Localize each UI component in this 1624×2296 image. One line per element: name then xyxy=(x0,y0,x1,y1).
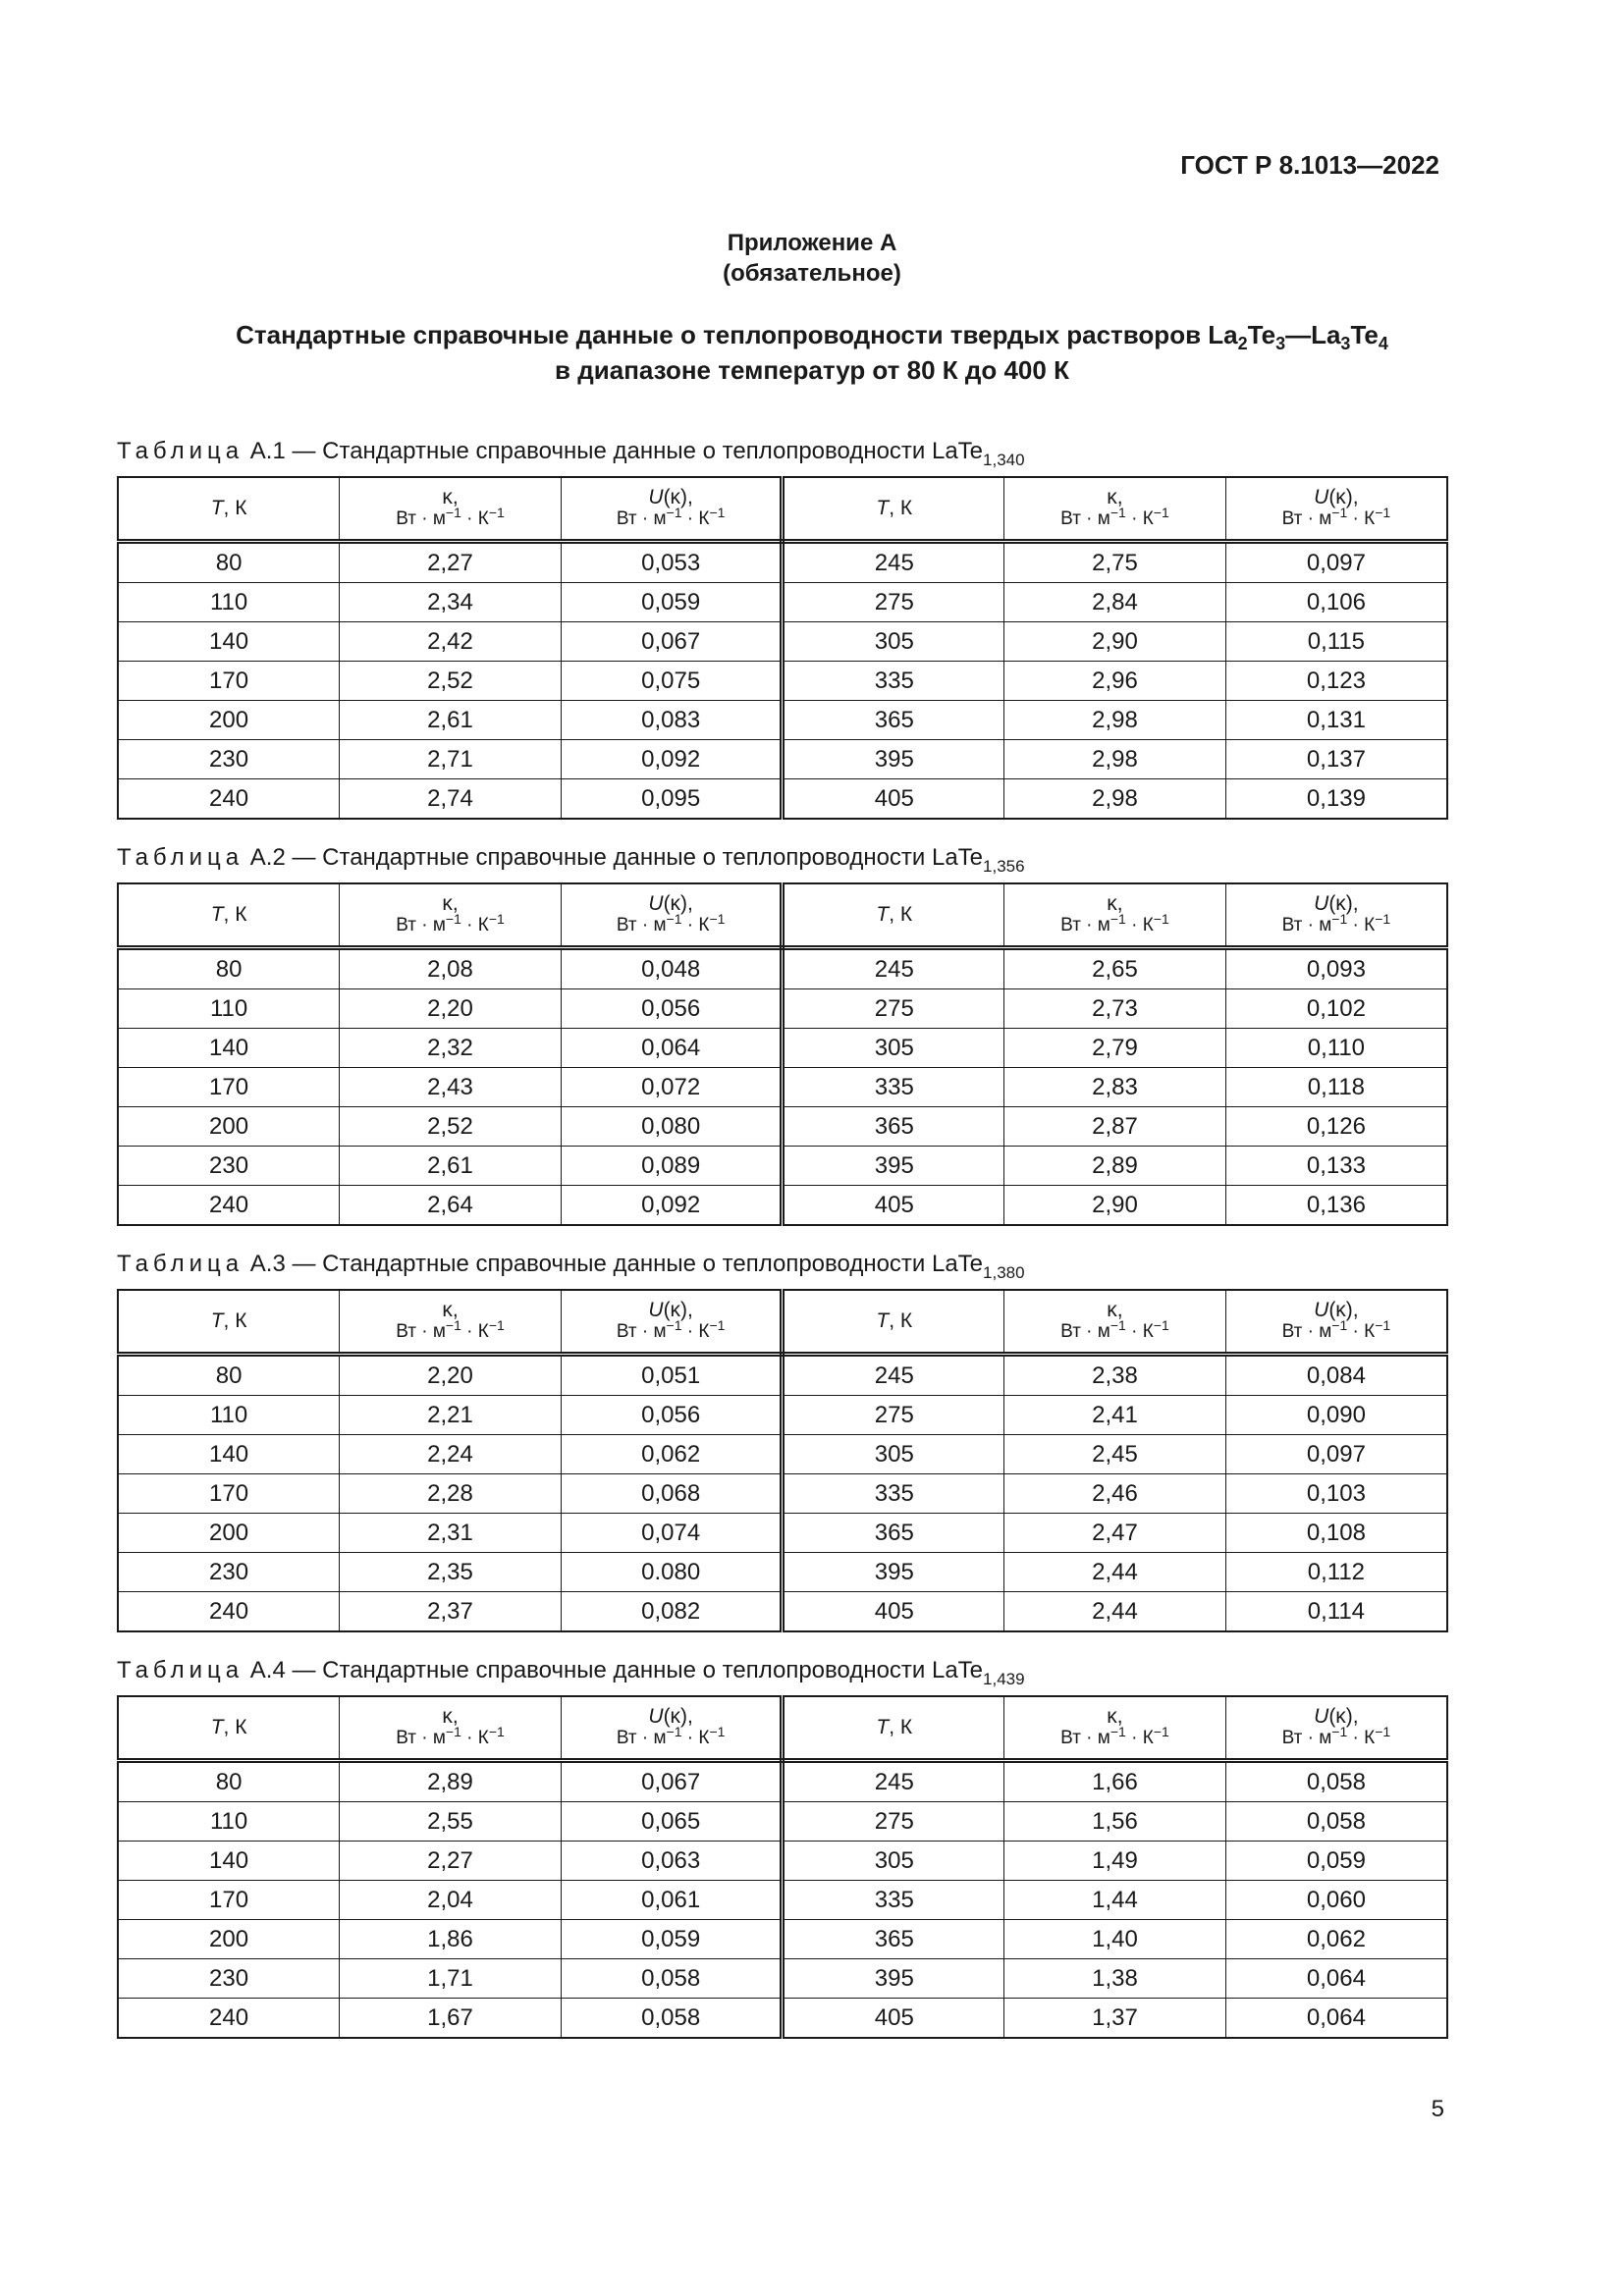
table-cell: 2,64 xyxy=(340,1186,562,1226)
table-cell: 230 xyxy=(118,740,340,779)
table-cell: 200 xyxy=(118,1107,340,1147)
table-cell: 2,27 xyxy=(340,542,562,583)
table-cell: 0,090 xyxy=(1225,1396,1447,1435)
header-conductivity: κ, Вт · $м^{-1} \cdot К^{-1}$ xyxy=(340,1290,562,1355)
table-cell: 0,139 xyxy=(1225,779,1447,820)
table-cell: 2,41 xyxy=(1004,1396,1226,1435)
table-cell: 80 xyxy=(118,1355,340,1396)
table-row xyxy=(118,1147,1447,1186)
table-cell: 275 xyxy=(783,583,1004,622)
table-cell: 2,61 xyxy=(340,701,562,740)
table-cell: 2,71 xyxy=(340,740,562,779)
table-cell: 1,86 xyxy=(340,1920,562,1959)
header-uncertainty: U(κ), Вт · $м^{-1} \cdot К^{-1}$ xyxy=(561,1290,783,1355)
table-cell: 275 xyxy=(783,989,1004,1029)
table-cell: 2,42 xyxy=(340,622,562,662)
table-cell: 305 xyxy=(783,1842,1004,1881)
table-cell: 0,064 xyxy=(561,1029,783,1068)
table-cell: 305 xyxy=(783,1435,1004,1474)
table-row xyxy=(118,740,1447,779)
table-cell: 2,37 xyxy=(340,1592,562,1632)
table-cell: 110 xyxy=(118,989,340,1029)
table-cell: 2,32 xyxy=(340,1029,562,1068)
table-cell: 80 xyxy=(118,1761,340,1802)
conductivity-table xyxy=(117,882,1448,1226)
header-uncertainty: U(κ), Вт · $м^{-1} \cdot К^{-1}$ xyxy=(1225,883,1447,948)
table-cell: 2,44 xyxy=(1004,1553,1226,1592)
table-cell: 0,097 xyxy=(1225,542,1447,583)
table-cell: 0,056 xyxy=(561,1396,783,1435)
table-cell: 1,66 xyxy=(1004,1761,1226,1802)
conductivity-table xyxy=(117,1289,1448,1632)
table-cell: 170 xyxy=(118,1881,340,1920)
table-cell: 395 xyxy=(783,740,1004,779)
table-row xyxy=(118,662,1447,701)
table-row xyxy=(118,1920,1447,1959)
table-cell: 240 xyxy=(118,779,340,820)
table-cell: 170 xyxy=(118,1474,340,1514)
header-conductivity: κ, Вт · $м^{-1} \cdot К^{-1}$ xyxy=(1004,1696,1226,1761)
header-uncertainty: U(κ), Вт · $м^{-1} \cdot К^{-1}$ xyxy=(561,477,783,542)
header-uncertainty: U(κ), Вт · $м^{-1} \cdot К^{-1}$ xyxy=(1225,1290,1447,1355)
table-cell: 200 xyxy=(118,1514,340,1553)
table-cell: 245 xyxy=(783,542,1004,583)
table-cell: 170 xyxy=(118,1068,340,1107)
table-cell: 140 xyxy=(118,1435,340,1474)
table-block xyxy=(117,843,1448,1226)
table-cell: 0,083 xyxy=(561,701,783,740)
table-cell: 2,04 xyxy=(340,1881,562,1920)
table-cell: 200 xyxy=(118,701,340,740)
table-cell: 245 xyxy=(783,948,1004,989)
table-cell: 0,060 xyxy=(1225,1881,1447,1920)
table-cell: 0,137 xyxy=(1225,740,1447,779)
table-cell: 0,053 xyxy=(561,542,783,583)
page-number: 5 xyxy=(1431,2096,1444,2122)
table-cell: 1,49 xyxy=(1004,1842,1226,1881)
main-title-line-2: в диапазоне температур от 80 К до 400 К xyxy=(555,355,1069,385)
table-cell: 240 xyxy=(118,1999,340,2039)
header-conductivity: κ, Вт · $м^{-1} \cdot К^{-1}$ xyxy=(1004,477,1226,542)
table-cell: 0,064 xyxy=(1225,1999,1447,2039)
table-cell: 2,43 xyxy=(340,1068,562,1107)
main-title-line-1: Стандартные справочные данные о теплопроводности твердых растворов $La_2Te_3—La_3Te_4$ xyxy=(236,320,1388,353)
table-row xyxy=(118,989,1447,1029)
table-row xyxy=(118,701,1447,740)
table-cell: 0,059 xyxy=(561,1920,783,1959)
table-cell: 2,28 xyxy=(340,1474,562,1514)
table-cell: 405 xyxy=(783,1999,1004,2039)
table-cell: 0,058 xyxy=(561,1959,783,1999)
table-cell: 0,097 xyxy=(1225,1435,1447,1474)
table-cell: 0,059 xyxy=(561,583,783,622)
table-header-row xyxy=(118,477,1447,542)
table-cell: 2,24 xyxy=(340,1435,562,1474)
table-cell: 2,52 xyxy=(340,662,562,701)
table-cell: 2,31 xyxy=(340,1514,562,1553)
table-cell: 0,092 xyxy=(561,1186,783,1226)
table-cell: 0.080 xyxy=(561,1553,783,1592)
table-cell: 240 xyxy=(118,1592,340,1632)
header-temperature: T, К xyxy=(783,477,1004,542)
table-cell: 2,79 xyxy=(1004,1029,1226,1068)
table-row xyxy=(118,1881,1447,1920)
table-row xyxy=(118,622,1447,662)
table-cell: 0,089 xyxy=(561,1147,783,1186)
table-cell: 395 xyxy=(783,1959,1004,1999)
header-temperature: T, К xyxy=(118,1696,340,1761)
table-cell: 0,061 xyxy=(561,1881,783,1920)
table-cell: 0,051 xyxy=(561,1355,783,1396)
table-cell: 2,38 xyxy=(1004,1355,1226,1396)
table-cell: 365 xyxy=(783,1514,1004,1553)
table-cell: 0,095 xyxy=(561,779,783,820)
header-conductivity: κ, Вт · $м^{-1} \cdot К^{-1}$ xyxy=(340,1696,562,1761)
table-header-row xyxy=(118,883,1447,948)
table-row xyxy=(118,1761,1447,1802)
table-row xyxy=(118,1474,1447,1514)
table-cell: 2,27 xyxy=(340,1842,562,1881)
table-cell: 335 xyxy=(783,1474,1004,1514)
table-caption: Таблица А.1 — Стандартные справочные данные о теплопроводности LaTe$_{1,340}$ xyxy=(117,438,1025,469)
table-cell: 405 xyxy=(783,779,1004,820)
table-cell: 0,067 xyxy=(561,622,783,662)
table-row xyxy=(118,1553,1447,1592)
header-conductivity: κ, Вт · $м^{-1} \cdot К^{-1}$ xyxy=(340,477,562,542)
table-cell: 2,45 xyxy=(1004,1435,1226,1474)
table-header-row xyxy=(118,1696,1447,1761)
table-cell: 0,062 xyxy=(1225,1920,1447,1959)
table-cell: 170 xyxy=(118,662,340,701)
table-cell: 0,133 xyxy=(1225,1147,1447,1186)
table-row xyxy=(118,948,1447,989)
table-cell: 2,90 xyxy=(1004,1186,1226,1226)
table-cell: 110 xyxy=(118,1396,340,1435)
table-block xyxy=(117,437,1448,820)
table-cell: 240 xyxy=(118,1186,340,1226)
table-row xyxy=(118,1355,1447,1396)
table-cell: 365 xyxy=(783,701,1004,740)
table-cell: 110 xyxy=(118,1802,340,1842)
header-temperature: T, К xyxy=(783,883,1004,948)
table-cell: 80 xyxy=(118,542,340,583)
table-cell: 200 xyxy=(118,1920,340,1959)
table-row xyxy=(118,1802,1447,1842)
table-cell: 0,131 xyxy=(1225,701,1447,740)
table-cell: 0,058 xyxy=(1225,1761,1447,1802)
table-cell: 0,093 xyxy=(1225,948,1447,989)
table-cell: 1,40 xyxy=(1004,1920,1226,1959)
table-cell: 335 xyxy=(783,1068,1004,1107)
table-block xyxy=(117,1250,1448,1632)
table-cell: 2,46 xyxy=(1004,1474,1226,1514)
table-caption: Таблица А.4 — Стандартные справочные данные о теплопроводности LaTe$_{1,439}$ xyxy=(117,1657,1025,1688)
table-cell: 2,73 xyxy=(1004,989,1226,1029)
table-cell: 0,068 xyxy=(561,1474,783,1514)
table-cell: 0,065 xyxy=(561,1802,783,1842)
table-caption: Таблица А.3 — Стандартные справочные данные о теплопроводности LaTe$_{1,380}$ xyxy=(117,1251,1025,1282)
table-cell: 2,84 xyxy=(1004,583,1226,622)
table-row xyxy=(118,1107,1447,1147)
header-conductivity: κ, Вт · $м^{-1} \cdot К^{-1}$ xyxy=(340,883,562,948)
main-title xyxy=(0,317,1624,388)
table-cell: 0,112 xyxy=(1225,1553,1447,1592)
table-cell: 0,056 xyxy=(561,989,783,1029)
table-cell: 0,108 xyxy=(1225,1514,1447,1553)
table-cell: 2,20 xyxy=(340,989,562,1029)
header-temperature: T, К xyxy=(118,477,340,542)
table-cell: 0,067 xyxy=(561,1761,783,1802)
table-cell: 335 xyxy=(783,1881,1004,1920)
conductivity-table xyxy=(117,476,1448,820)
table-cell: 2,74 xyxy=(340,779,562,820)
header-uncertainty: U(κ), Вт · $м^{-1} \cdot К^{-1}$ xyxy=(561,1696,783,1761)
table-cell: 140 xyxy=(118,1029,340,1068)
table-cell: 395 xyxy=(783,1553,1004,1592)
table-cell: 245 xyxy=(783,1355,1004,1396)
table-cell: 110 xyxy=(118,583,340,622)
table-cell: 2,98 xyxy=(1004,740,1226,779)
table-cell: 0,063 xyxy=(561,1842,783,1881)
table-cell: 0,103 xyxy=(1225,1474,1447,1514)
table-cell: 230 xyxy=(118,1553,340,1592)
table-cell: 2,75 xyxy=(1004,542,1226,583)
table-cell: 2,44 xyxy=(1004,1592,1226,1632)
table-row xyxy=(118,1068,1447,1107)
table-cell: 230 xyxy=(118,1959,340,1999)
table-cell: 2,98 xyxy=(1004,779,1226,820)
header-temperature: T, К xyxy=(783,1290,1004,1355)
table-cell: 2,34 xyxy=(340,583,562,622)
table-cell: 0,092 xyxy=(561,740,783,779)
table-row xyxy=(118,1514,1447,1553)
table-cell: 230 xyxy=(118,1147,340,1186)
table-cell: 0,110 xyxy=(1225,1029,1447,1068)
table-cell: 2,21 xyxy=(340,1396,562,1435)
table-cell: 140 xyxy=(118,1842,340,1881)
table-cell: 335 xyxy=(783,662,1004,701)
table-row xyxy=(118,1396,1447,1435)
header-uncertainty: U(κ), Вт · $м^{-1} \cdot К^{-1}$ xyxy=(561,883,783,948)
table-cell: 140 xyxy=(118,622,340,662)
header-uncertainty: U(κ), Вт · $м^{-1} \cdot К^{-1}$ xyxy=(1225,1696,1447,1761)
annex-title: Приложение А xyxy=(727,230,897,256)
table-cell: 0,123 xyxy=(1225,662,1447,701)
table-cell: 1,67 xyxy=(340,1999,562,2039)
table-header-row xyxy=(118,1290,1447,1355)
table-cell: 1,56 xyxy=(1004,1802,1226,1842)
header-uncertainty: U(κ), Вт · $м^{-1} \cdot К^{-1}$ xyxy=(1225,477,1447,542)
table-cell: 0,126 xyxy=(1225,1107,1447,1147)
table-row xyxy=(118,1959,1447,1999)
table-cell: 2,89 xyxy=(340,1761,562,1802)
table-row xyxy=(118,779,1447,820)
header-conductivity: κ, Вт · $м^{-1} \cdot К^{-1}$ xyxy=(1004,1290,1226,1355)
table-cell: 0,059 xyxy=(1225,1842,1447,1881)
table-row xyxy=(118,1999,1447,2039)
header-conductivity: κ, Вт · $м^{-1} \cdot К^{-1}$ xyxy=(1004,883,1226,948)
table-cell: 2,35 xyxy=(340,1553,562,1592)
table-cell: 305 xyxy=(783,622,1004,662)
table-row xyxy=(118,1435,1447,1474)
table-cell: 2,55 xyxy=(340,1802,562,1842)
table-cell: 0,082 xyxy=(561,1592,783,1632)
table-cell: 0,080 xyxy=(561,1107,783,1147)
table-cell: 0,074 xyxy=(561,1514,783,1553)
table-cell: 0,064 xyxy=(1225,1959,1447,1999)
table-row xyxy=(118,1592,1447,1632)
table-row xyxy=(118,1029,1447,1068)
table-cell: 405 xyxy=(783,1592,1004,1632)
table-cell: 0,114 xyxy=(1225,1592,1447,1632)
table-cell: 245 xyxy=(783,1761,1004,1802)
annex-heading xyxy=(0,228,1624,289)
table-block xyxy=(117,1656,1448,2039)
table-cell: 1,38 xyxy=(1004,1959,1226,1999)
table-cell: 2,89 xyxy=(1004,1147,1226,1186)
document-code: ГОСТ Р 8.1013—2022 xyxy=(1180,150,1439,180)
table-cell: 2,61 xyxy=(340,1147,562,1186)
table-cell: 80 xyxy=(118,948,340,989)
table-cell: 0,084 xyxy=(1225,1355,1447,1396)
table-row xyxy=(118,542,1447,583)
conductivity-table xyxy=(117,1695,1448,2039)
table-row xyxy=(118,583,1447,622)
table-cell: 365 xyxy=(783,1107,1004,1147)
table-cell: 395 xyxy=(783,1147,1004,1186)
table-cell: 0,106 xyxy=(1225,583,1447,622)
table-caption: Таблица А.2 — Стандартные справочные данные о теплопроводности LaTe$_{1,356}$ xyxy=(117,844,1025,876)
table-cell: 0,075 xyxy=(561,662,783,701)
table-cell: 0,136 xyxy=(1225,1186,1447,1226)
table-cell: 0,115 xyxy=(1225,622,1447,662)
header-temperature: T, К xyxy=(118,883,340,948)
table-cell: 0,058 xyxy=(561,1999,783,2039)
table-cell: 405 xyxy=(783,1186,1004,1226)
table-cell: 0,072 xyxy=(561,1068,783,1107)
table-cell: 1,37 xyxy=(1004,1999,1226,2039)
annex-status: (обязательное) xyxy=(723,260,901,287)
table-cell: 365 xyxy=(783,1920,1004,1959)
header-temperature: T, К xyxy=(118,1290,340,1355)
table-row xyxy=(118,1186,1447,1226)
table-row xyxy=(118,1842,1447,1881)
table-cell: 2,83 xyxy=(1004,1068,1226,1107)
table-cell: 1,44 xyxy=(1004,1881,1226,1920)
table-cell: 0,058 xyxy=(1225,1802,1447,1842)
table-cell: 0,102 xyxy=(1225,989,1447,1029)
table-cell: 305 xyxy=(783,1029,1004,1068)
table-cell: 2,08 xyxy=(340,948,562,989)
table-cell: 2,52 xyxy=(340,1107,562,1147)
table-cell: 2,65 xyxy=(1004,948,1226,989)
table-cell: 2,20 xyxy=(340,1355,562,1396)
table-cell: 2,87 xyxy=(1004,1107,1226,1147)
table-cell: 2,47 xyxy=(1004,1514,1226,1553)
table-cell: 2,90 xyxy=(1004,622,1226,662)
header-temperature: T, К xyxy=(783,1696,1004,1761)
table-cell: 1,71 xyxy=(340,1959,562,1999)
table-cell: 2,96 xyxy=(1004,662,1226,701)
table-cell: 275 xyxy=(783,1396,1004,1435)
table-cell: 0,118 xyxy=(1225,1068,1447,1107)
table-cell: 0,062 xyxy=(561,1435,783,1474)
table-cell: 275 xyxy=(783,1802,1004,1842)
table-cell: 2,98 xyxy=(1004,701,1226,740)
table-cell: 0,048 xyxy=(561,948,783,989)
